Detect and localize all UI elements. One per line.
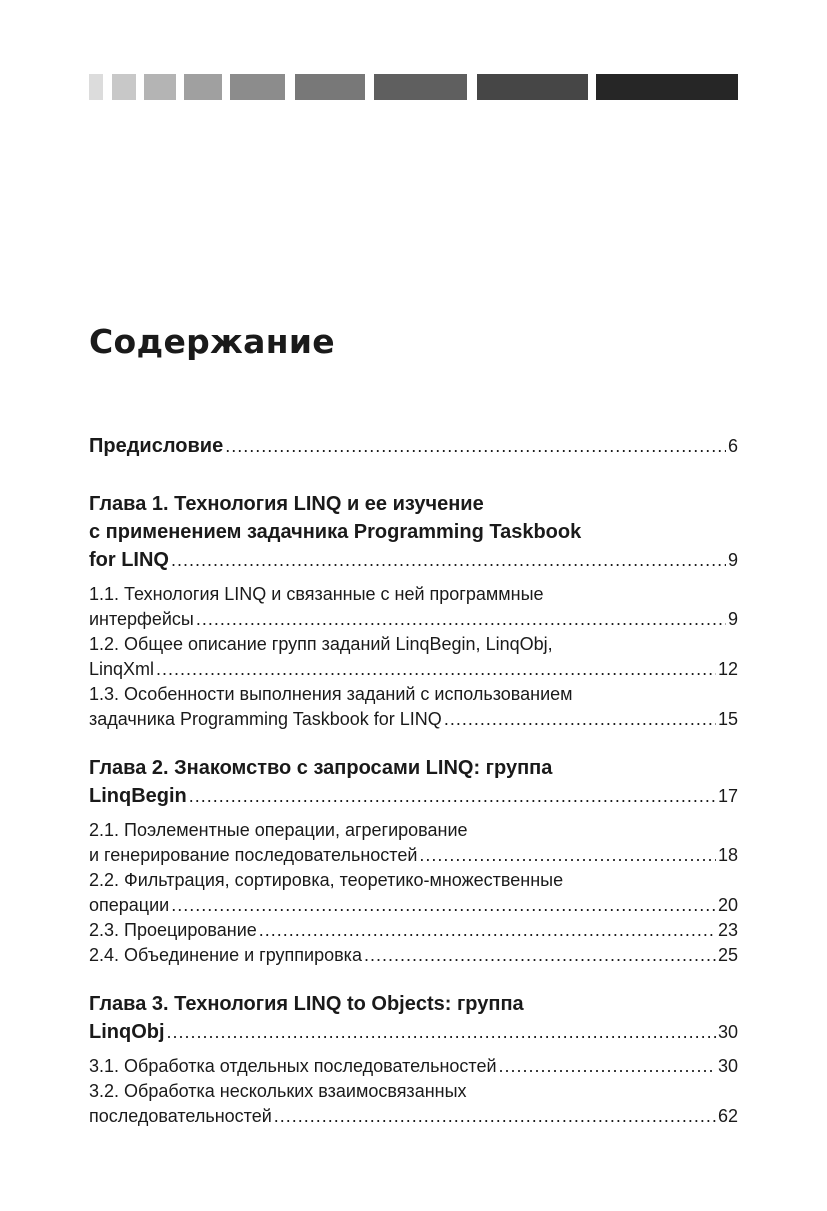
toc-section-3-1[interactable]	[89, 1054, 738, 1079]
toc-section-last-line	[89, 918, 738, 943]
toc-page-number: 12	[717, 659, 738, 679]
toc-entry-text: последовательностей	[89, 1106, 272, 1126]
toc-page-number: 17	[717, 786, 738, 806]
header-bar-segment	[89, 74, 103, 100]
toc-page-number: 23	[717, 920, 738, 940]
toc-section-2-4[interactable]	[89, 943, 738, 968]
page-title: Содержание	[89, 322, 335, 361]
toc-chapter-last-line	[89, 782, 738, 810]
header-bar-segment	[295, 74, 365, 100]
toc-section-last-line	[89, 1054, 738, 1079]
toc-entry-text: и генерирование последовательностей	[89, 845, 418, 865]
toc-page-number: 9	[727, 609, 738, 629]
header-bar-segment	[144, 74, 176, 100]
toc-section-1-1[interactable]	[89, 582, 738, 632]
toc-leader-dots	[499, 1054, 716, 1079]
header-bar-segment	[374, 74, 467, 100]
toc-leader-dots	[167, 1018, 716, 1046]
toc-leader-dots	[364, 943, 716, 968]
toc-entry-text: интерфейсы	[89, 609, 194, 629]
toc-entry-text: задачника Programming Taskbook for LINQ	[89, 709, 442, 729]
toc-section-1-2[interactable]	[89, 632, 738, 682]
toc-section-line: 2.1. Поэлементные операции, агрегирование	[89, 820, 468, 840]
toc-section-last-line	[89, 657, 738, 682]
toc-section-line: 2.2. Фильтрация, сортировка, теоретико-множественные	[89, 870, 564, 890]
toc-leader-dots	[171, 893, 716, 918]
header-bar-segment	[184, 74, 222, 100]
header-bar-segment	[112, 74, 136, 100]
toc-chapter-last-line	[89, 1018, 738, 1046]
toc-entry-text: 2.4. Объединение и группировка	[89, 945, 362, 965]
table-of-contents	[89, 432, 738, 1129]
toc-entry-text: LinqBegin	[89, 785, 187, 807]
toc-page-number: 6	[727, 436, 738, 456]
toc-section-line: 1.2. Общее описание групп заданий LinqBegin, LinqObj,	[89, 634, 553, 654]
toc-chapter-title-line: Глава 3. Технология LINQ to Objects: группа	[89, 993, 524, 1015]
toc-leader-dots	[189, 782, 716, 810]
toc-page-number: 15	[717, 709, 738, 729]
toc-chapter-title-line: Глава 1. Технология LINQ и ее изучение	[89, 493, 484, 515]
toc-section-last-line	[89, 843, 738, 868]
toc-entry-text: 3.1. Обработка отдельных последовательностей	[89, 1056, 497, 1076]
toc-leader-dots	[171, 546, 726, 574]
toc-chapter-title-line: Глава 2. Знакомство с запросами LINQ: группа	[89, 757, 553, 779]
toc-page-number: 62	[717, 1106, 738, 1126]
toc-leader-dots	[419, 843, 716, 868]
toc-section-1-3[interactable]	[89, 682, 738, 732]
toc-leader-dots	[196, 607, 726, 632]
toc-section-last-line	[89, 943, 738, 968]
toc-chapter-1[interactable]	[89, 490, 738, 574]
header-bar-segment	[477, 74, 588, 100]
header-bar-segment	[596, 74, 738, 100]
toc-page-number: 25	[717, 945, 738, 965]
toc-section-2-3[interactable]	[89, 918, 738, 943]
toc-page-number: 18	[717, 845, 738, 865]
toc-leader-dots	[259, 918, 716, 943]
header-gradient-bar	[89, 74, 738, 100]
toc-chapter-2[interactable]	[89, 754, 738, 810]
toc-entry-text: Предисловие	[89, 435, 224, 457]
toc-chapter-3[interactable]	[89, 990, 738, 1046]
toc-entry-text: LinqObj	[89, 1021, 165, 1043]
toc-section-3-2[interactable]	[89, 1079, 738, 1129]
toc-page-number: 30	[717, 1022, 738, 1042]
toc-chapter-last-line	[89, 546, 738, 574]
toc-section-2-2[interactable]	[89, 868, 738, 918]
toc-leader-dots	[156, 657, 716, 682]
toc-section-line: 1.3. Особенности выполнения заданий с использованием	[89, 684, 573, 704]
toc-entry-preface[interactable]	[89, 432, 738, 460]
toc-section-line: 3.2. Обработка нескольких взаимосвязанных	[89, 1081, 467, 1101]
toc-leader-dots	[274, 1104, 716, 1129]
toc-entry-text: 2.3. Проецирование	[89, 920, 257, 940]
toc-leader-dots	[225, 432, 726, 460]
toc-entry-text: LinqXml	[89, 659, 155, 679]
toc-page-number: 20	[717, 895, 738, 915]
toc-section-2-1[interactable]	[89, 818, 738, 868]
header-bar-segment	[230, 74, 285, 100]
toc-section-last-line	[89, 893, 738, 918]
toc-section-line: 1.1. Технология LINQ и связанные с ней программные	[89, 584, 544, 604]
toc-chapter-title-line: с применением задачника Programming Taskbook	[89, 521, 582, 543]
toc-section-last-line	[89, 607, 738, 632]
toc-leader-dots	[444, 707, 716, 732]
toc-section-last-line	[89, 707, 738, 732]
toc-page-number: 9	[727, 550, 738, 570]
toc-entry-text: for LINQ	[89, 549, 169, 571]
toc-section-last-line	[89, 1104, 738, 1129]
toc-entry-text: операции	[89, 895, 170, 915]
toc-page-number: 30	[717, 1056, 738, 1076]
